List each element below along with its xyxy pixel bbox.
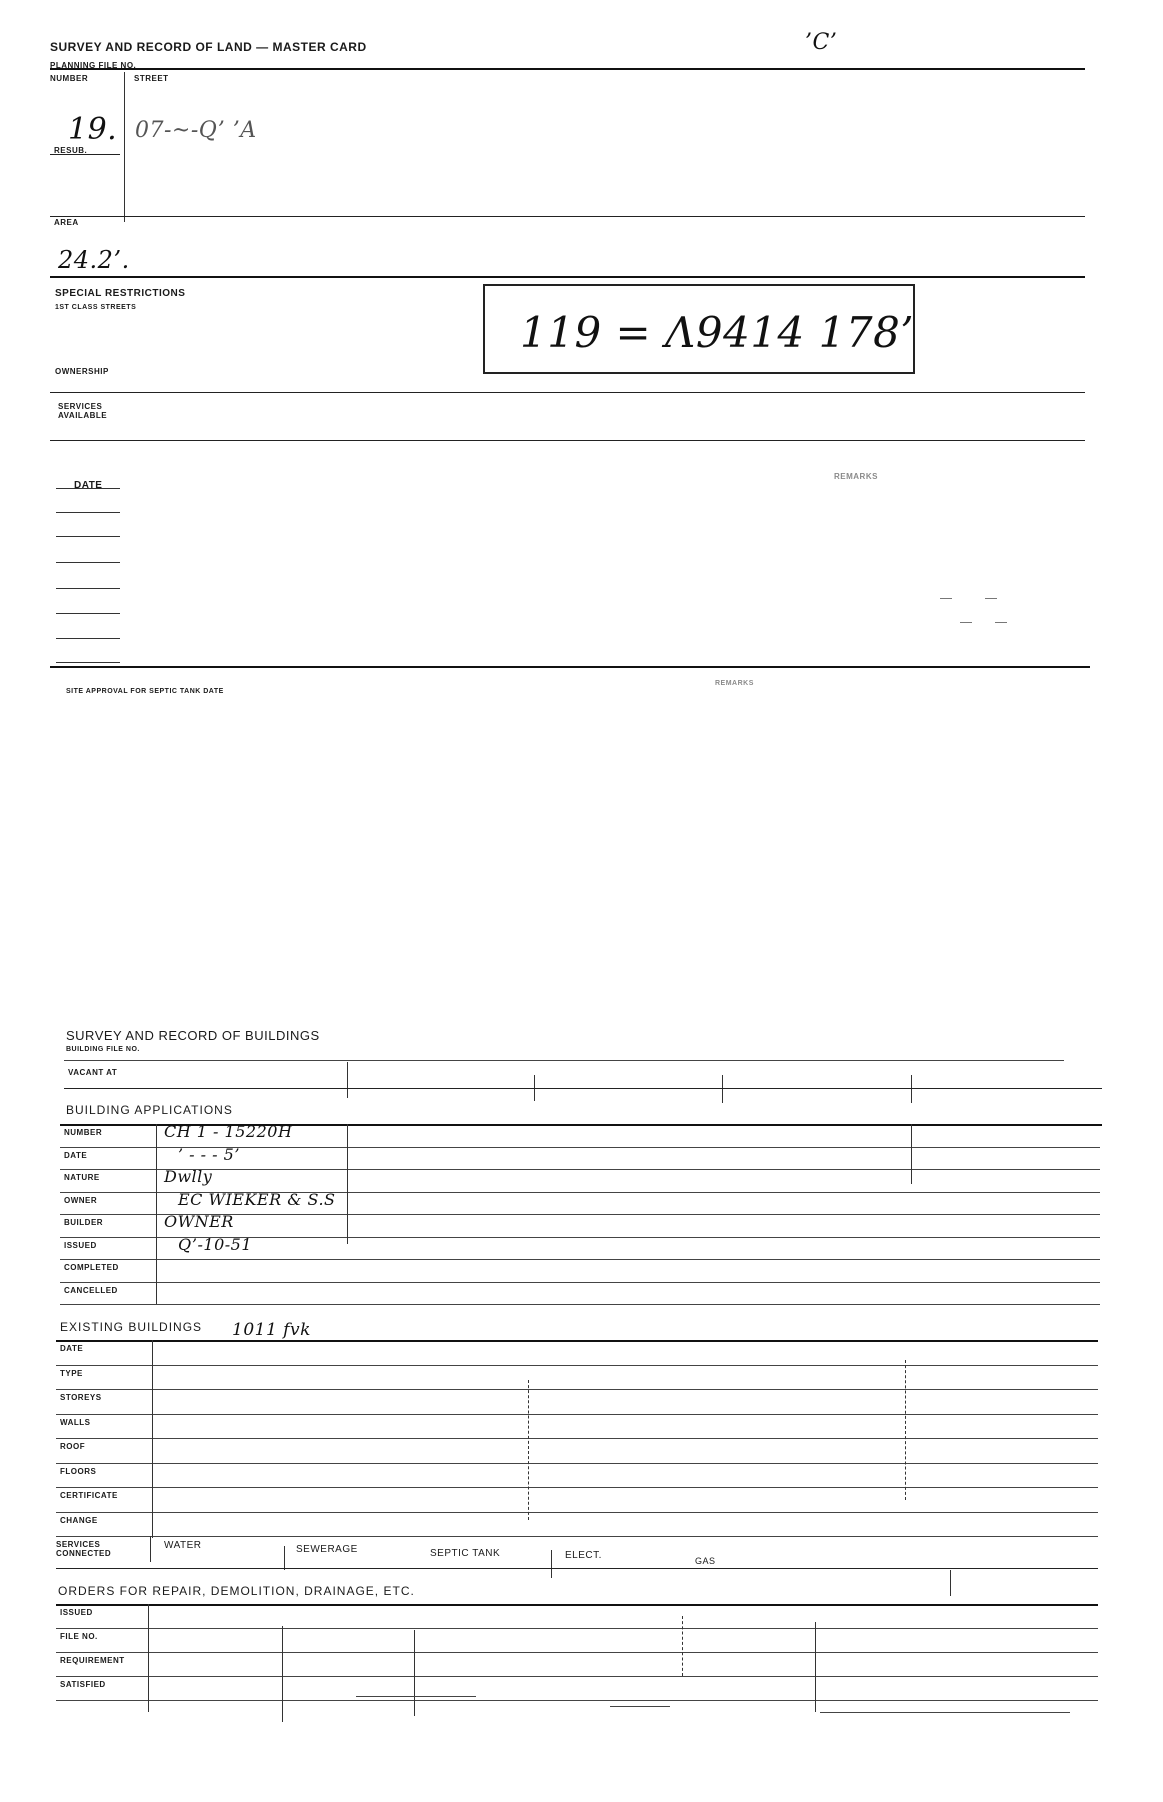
land-card-title: SURVEY AND RECORD OF LAND — MASTER CARD (50, 40, 367, 54)
row-rule (56, 1389, 1098, 1390)
row-rule (60, 1259, 1100, 1260)
handwritten-entry: CH 1 - 15220H (164, 1122, 293, 1141)
services-divider-0 (150, 1536, 151, 1562)
existing-divider-1 (528, 1380, 529, 1520)
building-apps-heading: BUILDING APPLICATIONS (66, 1103, 233, 1117)
existing-buildings-handwritten: 1011 fvk (232, 1320, 311, 1340)
bottom-stub-1 (356, 1696, 476, 1697)
apps-divider-1 (347, 1124, 348, 1244)
services-connected-label: SERVICES CONNECTED (56, 1540, 112, 1558)
orders-divider-2 (414, 1630, 415, 1716)
orders-divider-1 (282, 1626, 283, 1722)
row-rule (56, 1628, 1098, 1629)
rule-vacant (64, 1088, 1102, 1089)
orders-divider-4 (815, 1622, 816, 1712)
bottom-stub-3 (820, 1712, 1070, 1713)
row-rule (56, 1652, 1098, 1653)
apps-label-divider (156, 1124, 157, 1304)
rule-vacant-top (64, 1060, 1064, 1061)
application-row-label: NATURE (64, 1173, 100, 1182)
vacant-divider-4 (911, 1075, 912, 1103)
row-rule (56, 1676, 1098, 1677)
number-label: NUMBER (50, 74, 89, 83)
vacant-divider-1 (347, 1062, 348, 1098)
row-rule (60, 1304, 1100, 1305)
existing-label-divider (152, 1340, 153, 1538)
street-label: STREET (134, 74, 169, 83)
handwritten-box-text: 119 = Λ9414 178’ (520, 308, 915, 357)
date-line-5 (56, 588, 120, 589)
handwritten-top-right: ’C’ (805, 30, 838, 55)
date-line-2 (56, 512, 120, 513)
service-septic-tank: SEPTIC TANK (430, 1548, 501, 1559)
order-row-label: REQUIREMENT (60, 1656, 125, 1665)
orders-divider-3 (682, 1616, 683, 1676)
existing-row-label: FLOORS (60, 1466, 97, 1476)
service-elect: ELECT. (565, 1550, 602, 1561)
services-divider-1 (284, 1546, 285, 1570)
row-rule (56, 1463, 1098, 1464)
handwritten-entry: Q’-10-51 (178, 1234, 253, 1254)
remark-dash-2 (985, 598, 997, 599)
rule-existing-heading (56, 1340, 1098, 1342)
existing-row-label: STOREYS (60, 1393, 102, 1402)
date-line-1 (56, 488, 120, 489)
date-line-3 (56, 536, 120, 537)
handwritten-entry: EC WIEKER & S.S (178, 1189, 336, 1209)
service-sewerage: SEWERAGE (296, 1544, 358, 1555)
service-gas: GAS (695, 1556, 716, 1566)
site-approval-label: SITE APPROVAL FOR SEPTIC TANK DATE (66, 688, 224, 695)
row-rule (56, 1438, 1098, 1439)
handwritten-entry: OWNER (164, 1212, 234, 1231)
rule-special (50, 276, 1085, 278)
application-row-label: BUILDER (64, 1218, 104, 1227)
class-streets-label: 1ST CLASS STREETS (55, 304, 137, 311)
rule-orders-heading (56, 1604, 1098, 1606)
existing-row-label: ROOF (60, 1442, 86, 1451)
application-row-label: NUMBER (64, 1128, 103, 1137)
handwritten-entry: Dwlly (164, 1167, 213, 1186)
date-line-8 (56, 662, 120, 663)
application-row-label: COMPLETED (64, 1263, 119, 1272)
rule-site (50, 666, 1090, 668)
handwritten-number: 19. (68, 112, 118, 147)
row-rule (56, 1512, 1098, 1513)
apps-divider-2 (911, 1124, 912, 1184)
order-row-label: SATISFIED (60, 1680, 106, 1689)
rule-apps (50, 440, 1085, 441)
orders-label-divider (148, 1604, 149, 1712)
building-card-title: SURVEY AND RECORD OF BUILDINGS (66, 1028, 320, 1043)
order-row-label: FILE NO. (60, 1632, 98, 1641)
ownership-label: OWNERSHIP (55, 367, 109, 376)
existing-row-label: TYPE (60, 1368, 83, 1378)
application-row-label: OWNER (64, 1195, 98, 1205)
row-rule (56, 1365, 1098, 1366)
application-row-label: DATE (64, 1150, 88, 1160)
handwritten-street: 07-~-Q’ ’A (135, 118, 257, 143)
building-file-label: BUILDING FILE NO. (66, 1046, 140, 1053)
remarks-label: REMARKS (834, 472, 878, 481)
order-row-label: ISSUED (60, 1608, 93, 1617)
handwritten-area: 24.2’. (58, 246, 130, 274)
existing-row-label: CHANGE (60, 1515, 98, 1525)
orders-heading-divider (950, 1570, 951, 1596)
application-row-label: ISSUED (64, 1240, 97, 1250)
row-rule (60, 1169, 1100, 1170)
service-water: WATER (164, 1540, 202, 1551)
handwritten-entry: ’ - - - 5’ (178, 1144, 240, 1164)
date-line-6 (56, 613, 120, 614)
row-rule (56, 1414, 1098, 1415)
area-label: AREA (54, 218, 79, 227)
rule-services (56, 1568, 1098, 1569)
vacant-at-label: VACANT AT (68, 1068, 118, 1077)
vacant-divider-3 (722, 1075, 723, 1103)
remark-dash-1 (940, 598, 952, 599)
application-row-label: CANCELLED (64, 1285, 118, 1295)
special-restrictions-label: SPECIAL RESTRICTIONS (55, 288, 186, 299)
planning-file-label: PLANNING FILE NO. (50, 61, 137, 70)
orders-heading: ORDERS FOR REPAIR, DEMOLITION, DRAINAGE, ETC. (58, 1584, 415, 1598)
remark-dash-3 (960, 622, 972, 623)
rule-services (50, 392, 1085, 393)
site-remarks-label: REMARKS (715, 680, 754, 687)
existing-divider-2 (905, 1360, 906, 1500)
existing-buildings-heading: EXISTING BUILDINGS (60, 1320, 203, 1334)
remark-dash-4 (995, 622, 1007, 623)
rule-header (50, 68, 1085, 70)
date-line-7 (56, 638, 120, 639)
existing-row-label: WALLS (60, 1417, 91, 1427)
date-line-4 (56, 562, 120, 563)
number-divider (124, 72, 125, 222)
row-rule (56, 1487, 1098, 1488)
rule-area (50, 216, 1085, 217)
existing-row-label: DATE (60, 1344, 84, 1353)
row-rule (56, 1536, 1098, 1537)
resub-label: RESUB. (54, 146, 88, 155)
date-label: DATE (74, 480, 103, 491)
row-rule (60, 1282, 1100, 1283)
existing-row-label: CERTIFICATE (60, 1491, 118, 1500)
row-rule (56, 1700, 1098, 1701)
bottom-stub-2 (610, 1706, 670, 1707)
services-divider-2 (551, 1550, 552, 1578)
services-available-label: SERVICES AVAILABLE (58, 402, 108, 420)
